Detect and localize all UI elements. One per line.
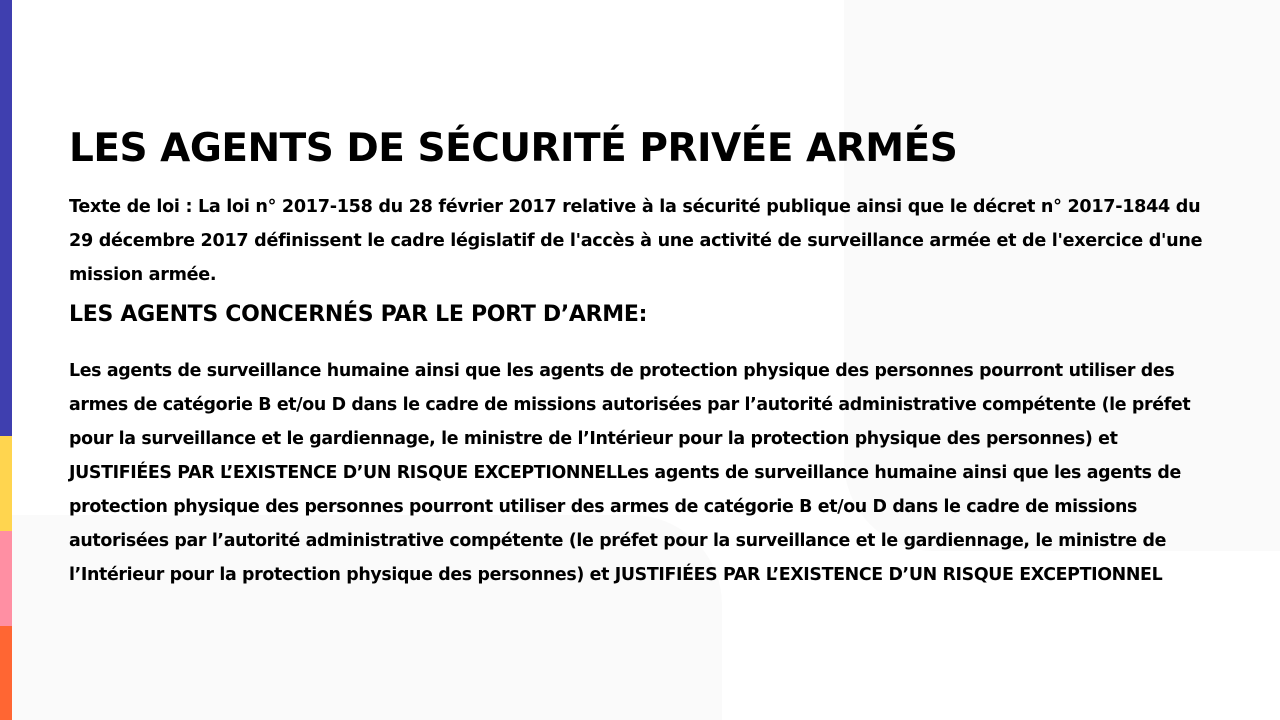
accent-strip-orange [0,626,12,720]
body-paragraph: Les agents de surveillance humaine ainsi que les agents de protection physique des personnes pourront utiliser des armes de catégorie B et/ou D dans le cadre de missions autorisées par l’autorité administrative compétente (le préfet pour la surveillance et le gardiennage, le ministre de l’Intérieur pour la protection physique des personnes) et JUSTIFIÉES PAR L’EXISTENCE D’UN RISQUE EXCEPTIONNELLes agents de surveillance humaine ainsi que les agents de protection physique des personnes pourront utiliser des armes de catégorie B et/ou D dans le cadre de missions autorisées par l’autorité administrative compétente (le préfet pour la surveillance et le gardiennage, le ministre de l’Intérieur pour la protection physique des personnes) et JUSTIFIÉES PAR L’EXISTENCE D’UN RISQUE EXCEPTIONNEL [69,361,1191,585]
slide-content [69,118,1209,592]
section-heading: LES AGENTS CONCERNÉS PAR LE PORT D’ARME: [69,302,648,327]
accent-strip-blue [0,0,12,436]
accent-strip-pink [0,531,12,626]
law-text-paragraph: Texte de loi : La loi n° 2017-158 du 28 février 2017 relative à la sécurité publique ainsi que le décret n° 2017-1844 du 29 décembre 2017 définissent le cadre législatif de l'accès à une activité de surveillance armée et de l'exercice d'une mission armée. [69,197,1203,285]
accent-strip-yellow [0,436,12,531]
slide-title: LES AGENTS DE SÉCURITÉ PRIVÉE ARMÉS [69,126,958,171]
